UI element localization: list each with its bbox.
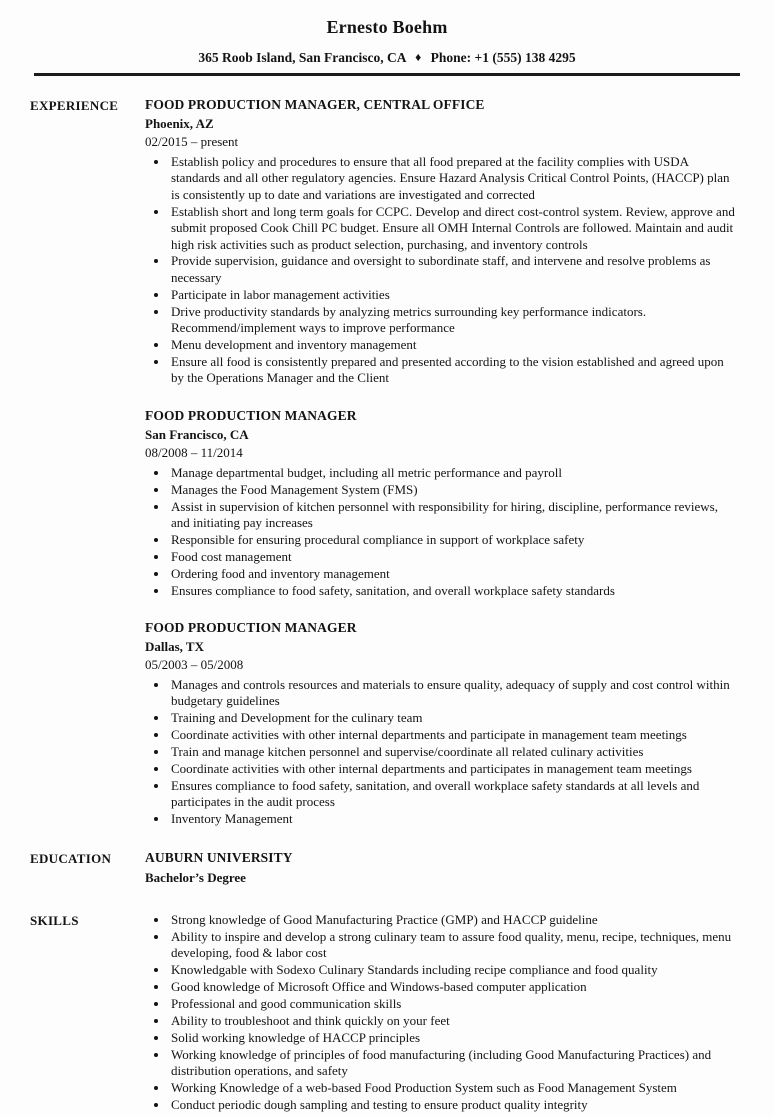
experience-content — [145, 97, 738, 828]
bullet-item: • Manages and controls resources and materials to ensure quality, adequacy of supply and cost control within budgetary guidelines — [169, 677, 738, 710]
job-dates: 05/2003 – 05/2008 — [145, 656, 244, 672]
skill-item: • Conduct periodic dough sampling and testing to ensure product quality integrity — [169, 1097, 738, 1113]
bullet-item: • Drive productivity standards by analyzing metrics surrounding key performance indicators. Recommend/implement ways to improve performance — [169, 304, 738, 337]
bullet-item: • Provide supervision, guidance and oversight to subordinate staff, and intervene and resolve problems as necessary — [169, 253, 738, 286]
skill-item: • Ability to troubleshoot and think quickly on your feet — [169, 1013, 738, 1029]
job-bullet-list — [145, 677, 738, 828]
experience-section — [0, 76, 774, 828]
address-text: 365 Roob Island, San Francisco, CA — [198, 50, 406, 65]
job-title: FOOD PRODUCTION MANAGER, CENTRAL OFFICE — [145, 97, 485, 112]
bullet-item: • Training and Development for the culinary team — [169, 710, 738, 726]
job-entry — [145, 97, 738, 387]
bullet-item: • Manage departmental budget, including all metric performance and payroll — [169, 465, 738, 481]
skill-item: • Knowledgable with Sodexo Culinary Standards including recipe compliance and food quality — [169, 962, 738, 978]
skill-item: • Professional and good communication skills — [169, 996, 738, 1012]
bullet-item: • Food cost management — [169, 549, 738, 565]
job-bullet-list — [145, 465, 738, 599]
job-location: Dallas, TX — [145, 638, 204, 654]
bullet-item: • Ensures compliance to food safety, sanitation, and overall workplace safety standards — [169, 583, 738, 599]
bullet-item: • Participate in labor management activities — [169, 287, 738, 303]
diamond-icon: ♦ — [415, 50, 422, 64]
job-title: FOOD PRODUCTION MANAGER — [145, 619, 357, 635]
bullet-item: • Ensures compliance to food safety, sanitation, and overall workplace safety standards at all levels and participates in the audit process — [169, 778, 738, 811]
bullet-item: • Establish policy and procedures to ensure that all food prepared at the facility complies with USDA standards and all other regulatory agencies. Ensure Hazard Analysis Critical Control Points, (HACCP) plan is consistently up to date and variations are investigated and corrected — [169, 154, 738, 203]
bullet-item: • Coordinate activities with other internal departments and participate in management team meetings — [169, 727, 738, 743]
bullet-item: • Train and manage kitchen personnel and supervise/coordinate all related culinary activities — [169, 744, 738, 760]
bullet-item: • Ensure all food is consistently prepared and presented according to the vision established and agreed upon by the Operations Manager and the Client — [169, 354, 738, 387]
job-title: FOOD PRODUCTION MANAGER — [145, 407, 357, 423]
skill-item: • Working knowledge of principles of food manufacturing (including Good Manufacturing Practices) and distribution operations, and safety — [169, 1047, 738, 1080]
phone-text: Phone: +1 (555) 138 4295 — [430, 50, 576, 65]
education-section — [0, 828, 774, 886]
bullet-item: • Establish short and long term goals for CCPC. Develop and direct cost-control system. Review, approve and submit proposed Cook Chill PC budget. Ensure all OMH Internal Controls are followed. Maintain and audit high risk activities such as product selection, purchasing, and inventory controls — [169, 204, 738, 253]
section-label-experience: EXPERIENCE — [30, 98, 119, 113]
school-name: AUBURN UNIVERSITY — [145, 850, 293, 866]
person-name: Ernesto Boehm — [326, 17, 448, 37]
education-content — [145, 850, 738, 886]
contact-line — [0, 50, 774, 66]
skill-item: • Solid working knowledge of HACCP principles — [169, 1030, 738, 1046]
resume-header — [0, 17, 774, 76]
job-entry — [145, 620, 738, 828]
section-label-education: EDUCATION — [30, 851, 112, 867]
job-location: San Francisco, CA — [145, 426, 249, 442]
skill-item: • Working Knowledge of a web-based Food Production System such as Food Management System — [169, 1080, 738, 1096]
bullet-item: • Inventory Management — [169, 811, 738, 827]
bullet-item: • Ordering food and inventory management — [169, 566, 738, 582]
job-dates: 02/2015 – present — [145, 134, 239, 149]
skill-item: • Strong knowledge of Good Manufacturing Practice (GMP) and HACCP guideline — [169, 912, 738, 928]
bullet-item: • Manages the Food Management System (FMS) — [169, 482, 738, 498]
section-label-skills: SKILLS — [30, 913, 79, 929]
bullet-item: • Assist in supervision of kitchen personnel with responsibility for hiring, discipline, performance reviews, and initiating pay increases — [169, 499, 738, 532]
job-entry — [145, 408, 738, 599]
job-bullet-list — [145, 154, 738, 387]
bullet-item: • Menu development and inventory management — [169, 337, 738, 353]
skills-content — [145, 912, 738, 1114]
job-dates: 08/2008 – 11/2014 — [145, 444, 243, 460]
bullet-item: • Coordinate activities with other internal departments and participates in management team meetings — [169, 761, 738, 777]
skill-item: • Good knowledge of Microsoft Office and Windows-based computer application — [169, 979, 738, 995]
job-location: Phoenix, AZ — [145, 116, 214, 131]
degree-name: Bachelor’s Degree — [145, 870, 246, 886]
bullet-item: • Responsible for ensuring procedural compliance in support of workplace safety — [169, 532, 738, 548]
skills-section — [0, 886, 774, 1114]
skills-list — [145, 912, 738, 1113]
skill-item: • Ability to inspire and develop a strong culinary team to assure food quality, menu, recipe, techniques, menu developing, food & labor cost — [169, 929, 738, 962]
